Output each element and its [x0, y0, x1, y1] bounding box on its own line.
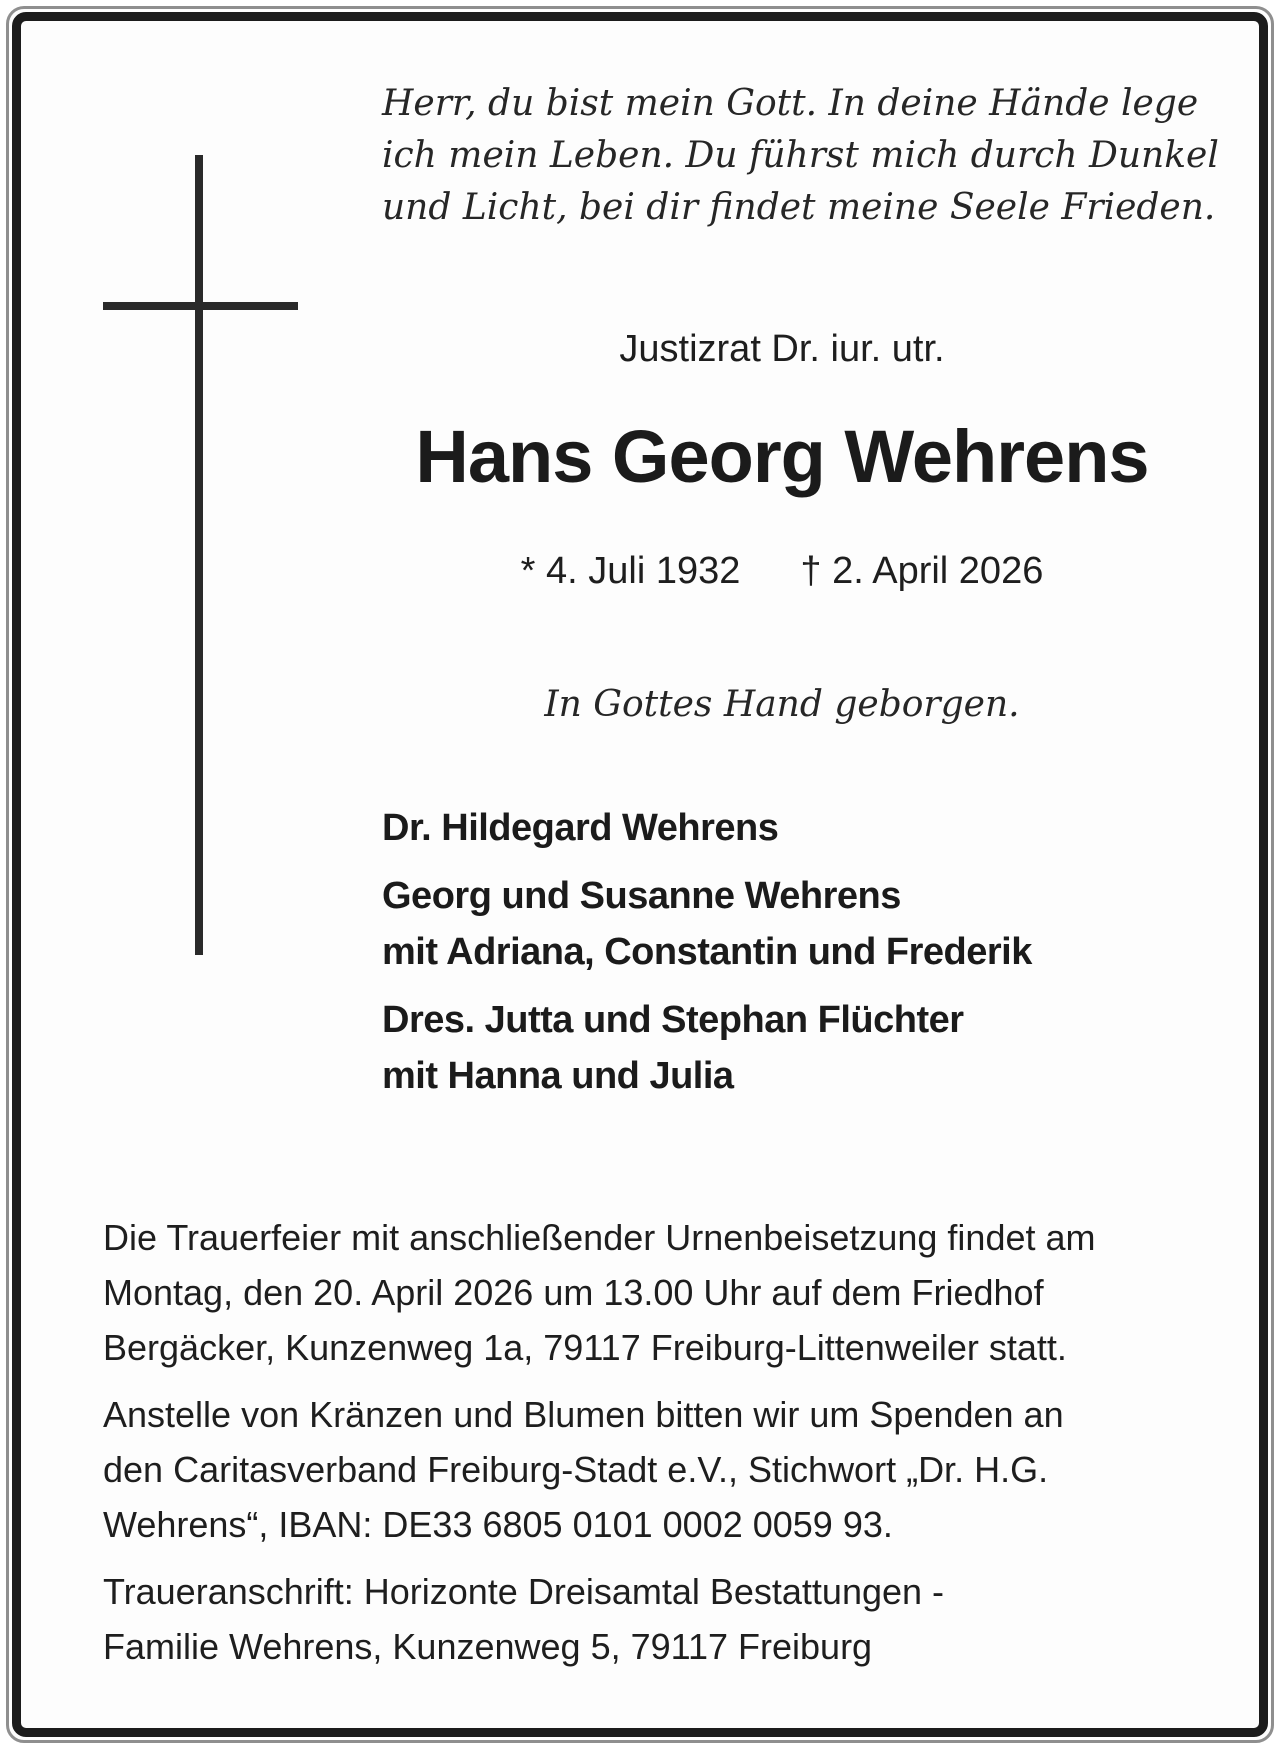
mourner-line: Dres. Jutta und Stephan Flüchter	[382, 999, 964, 1041]
death-date: † 2. April 2026	[800, 550, 1044, 592]
info-line: Montag, den 20. April 2026 um 13.00 Uhr auf dem Friedhof	[103, 1272, 1044, 1313]
bible-verse	[382, 78, 1219, 234]
info-line: Anstelle von Kränzen und Blumen bitten wir um Spenden an	[103, 1394, 1064, 1435]
mourners-list	[382, 800, 1202, 1116]
info-line: Wehrens“, IBAN: DE33 6805 0101 0002 0059 93.	[103, 1504, 893, 1545]
info-line: Traueranschrift: Horizonte Dreisamtal Bestattungen -	[103, 1571, 945, 1612]
deceased-name: Hans Georg Wehrens	[415, 415, 1149, 498]
deceased-title: Justizrat Dr. iur. utr.	[619, 328, 945, 370]
info-line: Bergäcker, Kunzenweg 1a, 79117 Freiburg-Littenweiler statt.	[103, 1327, 1067, 1368]
mourner-group	[382, 992, 1202, 1104]
mourner-group	[382, 868, 1202, 980]
birth-date: * 4. Juli 1932	[520, 550, 741, 592]
info-line: den Caritasverband Freiburg-Stadt e.V., Stichwort „Dr. H.G.	[103, 1449, 1049, 1490]
verse-line: ich mein Leben. Du führst mich durch Dunkel	[382, 135, 1219, 176]
mourner-group	[382, 800, 1202, 856]
epitaph: In Gottes Hand geborgen.	[544, 684, 1020, 725]
info-line: Die Trauerfeier mit anschließender Urnenbeisetzung findet am	[103, 1217, 1096, 1258]
mourner-line: mit Hanna und Julia	[382, 1055, 734, 1097]
verse-line: Herr, du bist mein Gott. In deine Hände lege	[382, 83, 1199, 124]
address-paragraph	[103, 1564, 1178, 1674]
donation-paragraph	[103, 1387, 1178, 1552]
life-dates	[382, 550, 1182, 593]
mourner-line: Georg und Susanne Wehrens	[382, 875, 901, 917]
ceremony-paragraph	[103, 1210, 1178, 1375]
cross-icon	[195, 155, 203, 955]
cross-icon-crossbar	[103, 302, 298, 310]
funeral-info	[103, 1210, 1178, 1686]
mourner-line: mit Adriana, Constantin und Frederik	[382, 931, 1032, 973]
verse-line: und Licht, bei dir findet meine Seele Frieden.	[382, 187, 1216, 228]
mourner-line: Dr. Hildegard Wehrens	[382, 807, 779, 849]
info-line: Familie Wehrens, Kunzenweg 5, 79117 Freiburg	[103, 1626, 873, 1667]
